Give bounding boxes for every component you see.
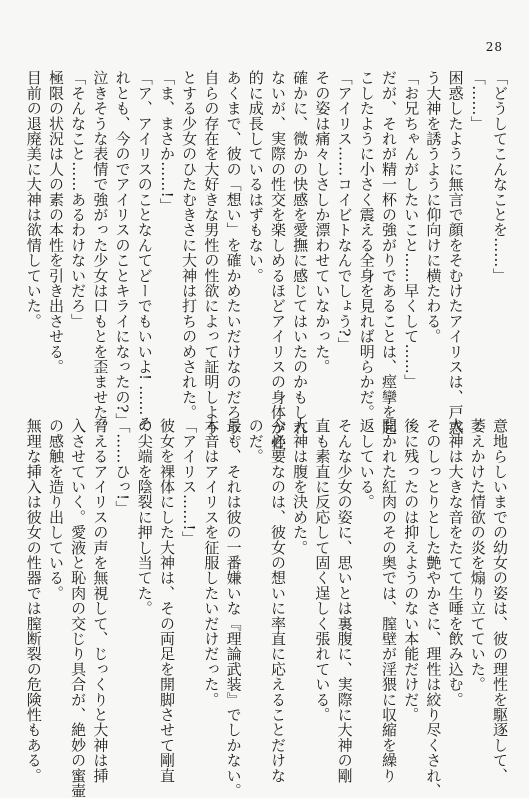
text-line: 萎えかけた情欲の炎を煽り立てていた。	[468, 418, 487, 692]
text-line: 困惑したように無言で顔をそむけたアイリスは、戸惑	[446, 70, 465, 435]
text-line: あくまで、彼の「想い」を確かめたいだけなのだろう。	[224, 70, 243, 450]
text-line: 泣きそうな表情で強がった少女は口もとを歪ませた。	[91, 70, 110, 435]
text-line: 「お兄ちゃんがしたいこと……早くして……」	[402, 70, 421, 390]
page-number: 28	[485, 40, 503, 54]
text-line: とする少女のひたむきさに大神は打ちのめされた。	[180, 70, 199, 420]
text-line: 大神は大きな音をたてて生唾を飲み込む。	[446, 418, 465, 707]
text-line: 後に残ったのは抑えようのない本能だけだ。	[402, 418, 421, 722]
text-line: のだ。	[246, 418, 265, 464]
text-line: 「どうしてこんなことを……」	[491, 70, 509, 283]
text-line: 最も、それは彼の一番嫌いな『理論武装』でしかない。	[224, 418, 243, 798]
text-block-bottom	[23, 418, 511, 798]
text-line: 自らの存在を大好きな男性の性欲によって証明しよう	[202, 70, 221, 435]
text-line: 彼女を裸体にした大神は、その両足を開脚させて剛直	[157, 418, 176, 783]
text-line: 極限の状況は人の素の本性を引き出させる。	[46, 70, 65, 374]
text-line: 大神は腹を決めた。	[291, 418, 310, 555]
text-line: 「ま、まさか……!」	[157, 70, 176, 214]
text-line: の感触を造り出している。	[46, 418, 65, 601]
text-line: 入させていく。愛液と恥肉の交じり具合が、絶妙の蜜壷	[69, 418, 88, 798]
text-line: こしたように小さく震える全身を見れば明らかだ。	[357, 70, 376, 420]
text-line: そんな少女の姿に、思いとは裏腹に、実際に大神の剛	[335, 418, 354, 783]
text-block-top	[23, 70, 511, 450]
text-line: ないが、実際の性交を楽しめるほどアイリスの身体が性	[268, 70, 287, 450]
text-line: 目前の退廃美に大神は欲情していた。	[24, 70, 43, 329]
text-line: 「アイリス……!」	[180, 418, 199, 546]
text-line: 脅えるアイリスの声を無視して、じっくりと大神は挿	[91, 418, 110, 783]
text-line: そのしっとりとした艶やかさに、理性は絞り尽くされ、	[424, 418, 443, 798]
text-line: の尖端を陰裂に押し当てた。	[135, 418, 154, 616]
text-line: 直も素直に反応して固く逞しく張れている。	[313, 418, 332, 722]
text-line: 「そんなこと……あるわけないだろ」	[69, 70, 88, 329]
text-line: 今必要なのは、彼女の想いに率直に応えることだけな	[268, 418, 287, 783]
text-line: 「アイリス……コイビトなんでしょう?」	[335, 70, 354, 352]
text-line: 意地らしいまでの幼女の姿は、彼の理性を駆逐して、	[491, 418, 509, 783]
text-line: 本音はアイリスを征服したいだけだった。	[202, 418, 221, 707]
text-line: 開かれた紅肉のその奥では、膣壁が淫猥に収縮を繰り	[379, 418, 398, 783]
text-line: 「……ひっ!」	[113, 418, 132, 516]
text-line: う大神を誘うように仰向けに横たわる。	[424, 70, 443, 344]
text-line: その姿は痛々しさしか漂わせていなかった。	[313, 70, 332, 374]
text-line: だが、それが精一杯の強がりであることは、痙攣を起	[379, 70, 398, 435]
text-line: 無理な挿入は彼女の性器では膣断裂の危険性もある。	[24, 418, 43, 783]
text-line: 返している。	[357, 418, 376, 510]
text-line: 「……」	[468, 70, 487, 131]
text-line: 確かに、微かの快感を愛撫に感じてはいたのかもしれ	[291, 70, 310, 435]
text-line: れとも、今のでアイリスのことキライになったの?」	[113, 70, 132, 428]
text-line: 的に成長しているはずもない。	[246, 70, 265, 283]
text-line: 「ア、アイリスのことなんてどーでもいいよ! ……そ	[135, 70, 154, 431]
